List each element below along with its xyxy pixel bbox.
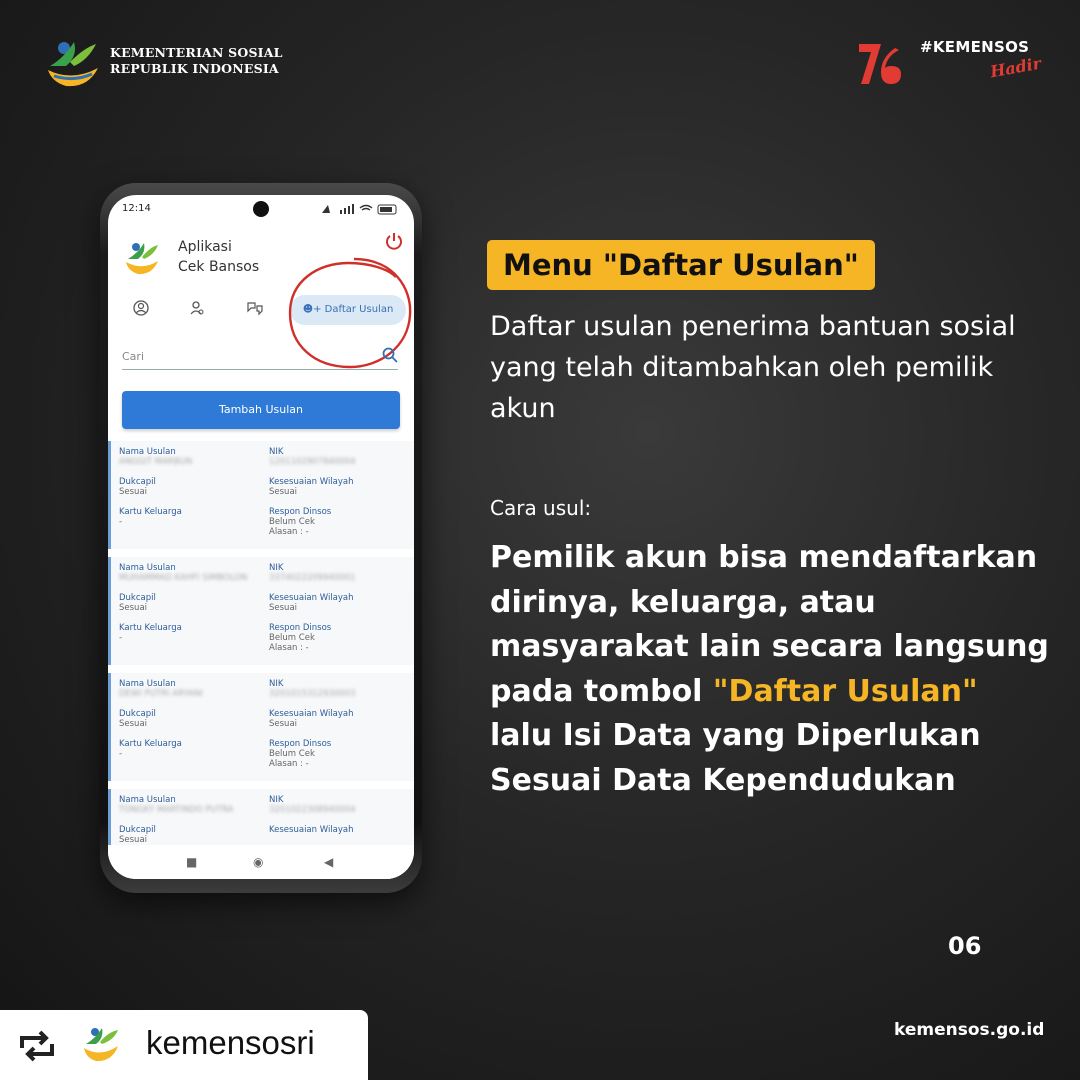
- search-person-icon[interactable]: [188, 299, 206, 317]
- search-placeholder: Cari: [122, 350, 144, 363]
- list-item[interactable]: Nama Usulan DEWI PUTRI ARYANI Dukcapil Sesuai Kartu Keluarga - NIK 3201015312930003 Kesesuaian Wilayah Sesuai Respon Dinsos Belum Cek Alasan : -: [108, 673, 414, 781]
- cara-usul-label: Cara usul:: [490, 496, 592, 520]
- repost-icon: [16, 1030, 58, 1062]
- menu-title-badge: Menu "Daftar Usulan": [487, 240, 875, 290]
- repost-username[interactable]: kemensosri: [146, 1024, 315, 1061]
- add-person-icon: ☻+: [302, 304, 325, 315]
- back-icon[interactable]: ◀: [324, 855, 334, 869]
- status-icons: [320, 203, 400, 218]
- usulan-list: [108, 441, 414, 879]
- kemensos-logo-icon: [44, 36, 100, 92]
- phone-screen: [108, 195, 414, 879]
- list-item[interactable]: Nama Usulan ANGGIT MARBUN Dukcapil Sesuai Kartu Keluarga - NIK 1201102907840004 Kesesuaian Wilayah Sesuai Respon Dinsos Belum Cek Alasan : -: [108, 441, 414, 549]
- anniversary-76-logo-icon: [855, 38, 905, 90]
- android-nav-bar: [108, 845, 414, 879]
- hashtag-label: #KEMENSOS: [920, 38, 1030, 56]
- list-item[interactable]: Nama Usulan MUHAMMAD KAHFI SIMBOLON Dukcapil Sesuai Kartu Keluarga - NIK 3374022209940001 Kesesuaian Wilayah Sesuai Respon Dinsos Belum Cek Alasan : -: [108, 557, 414, 665]
- profile-icon[interactable]: [132, 299, 150, 317]
- app-logo-icon: [124, 239, 160, 277]
- tambah-usulan-button[interactable]: Tambah Usulan: [122, 391, 400, 429]
- recents-icon[interactable]: ■: [186, 855, 198, 869]
- search-input[interactable]: [122, 347, 398, 370]
- phone-mockup: [100, 183, 422, 893]
- website-link[interactable]: kemensos.go.id: [894, 1020, 1045, 1040]
- status-time: 12:14: [122, 203, 151, 214]
- list-item[interactable]: Nama Usulan TONGKY MARTINDO PUTRA Dukcapil Sesuai NIK 3201022308940004 Kesesuaian Wilayah: [108, 789, 414, 879]
- front-camera: [253, 201, 269, 217]
- ministry-name: KEMENTERIAN SOSIAL REPUBLIK INDONESIA: [110, 45, 283, 76]
- tab-daftar-usulan[interactable]: ☻+ Daftar Usulan: [290, 295, 406, 325]
- app-title: Aplikasi Cek Bansos: [178, 239, 260, 275]
- highlight-daftar-usulan: "Daftar Usulan": [712, 673, 978, 709]
- power-icon[interactable]: [384, 231, 404, 251]
- menu-description: Daftar usulan penerima bantuan sosial yang telah ditambahkan oleh pemilik akun: [490, 311, 1016, 424]
- instruction-text: Pemilik akun bisa mendaftarkan dirinya, keluarga, atau masyarakat lain secara langsung pada tombol "Daftar Usulan" lalu Isi Data yang Diperlukan Sesuai Data Kependudukan: [490, 540, 1049, 798]
- search-icon[interactable]: [382, 347, 398, 363]
- feedback-icon[interactable]: [246, 299, 264, 317]
- page-number: 06: [948, 932, 982, 960]
- home-icon[interactable]: ◉: [253, 855, 264, 869]
- signal-battery-icon: [320, 203, 400, 215]
- hadir-script: Hadir: [988, 53, 1043, 82]
- repost-bar[interactable]: [0, 1010, 368, 1080]
- kemensos-avatar-icon: [82, 1024, 120, 1064]
